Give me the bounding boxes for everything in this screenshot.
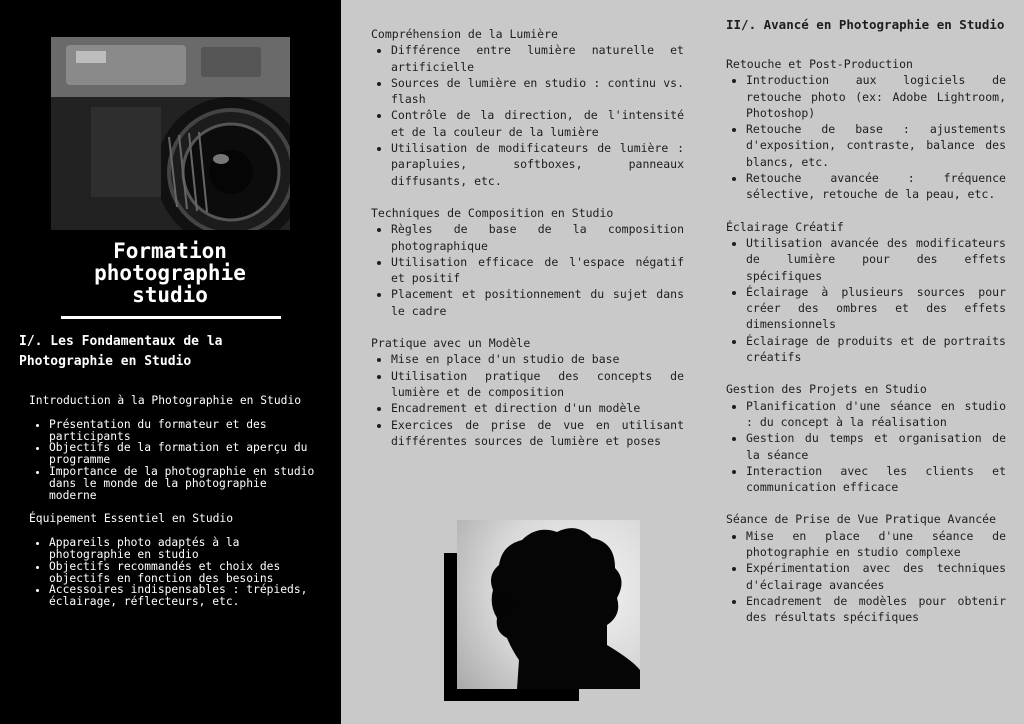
section-1-heading-line-2: Photographie en Studio [19, 354, 192, 369]
content-block [726, 219, 1006, 366]
list-item: • Interaction avec les clients et communication efficace [746, 463, 1006, 496]
bullet-list [371, 351, 684, 449]
list-item: • Objectifs recommandés et choix des objectifs en fonction des besoins [49, 561, 319, 585]
list-item: • Contrôle de la direction, de l'intensité et de la couleur de la lumière [391, 107, 684, 140]
list-item: • Utilisation avancée des modificateurs de lumière pour des effets spécifiques [746, 235, 1006, 284]
title-divider [61, 316, 281, 319]
list-item: • Éclairage à plusieurs sources pour créer des ombres et des effets dimensionnels [746, 284, 1006, 333]
bullet-list [726, 528, 1006, 626]
list-item: • Expérimentation avec des techniques d'éclairage avancées [746, 560, 1006, 593]
bullet-list [726, 235, 1006, 365]
group-subtitle: Éclairage Créatif [726, 219, 844, 234]
content-block [371, 205, 684, 319]
list-item: • Appareils photo adaptés à la photographie en studio [49, 537, 319, 561]
content-block [371, 335, 684, 449]
list-item: • Encadrement et direction d'un modèle [391, 400, 684, 416]
camera-lens-image [51, 37, 290, 230]
list-item: • Exercices de prise de vue en utilisant différentes sources de lumière et poses [391, 417, 684, 450]
list-item: • Utilisation de modificateurs de lumière : parapluies, softboxes, panneaux diffusants, etc. [391, 140, 684, 189]
list-item: • Mise en place d'un studio de base [391, 351, 684, 367]
group-subtitle: Techniques de Composition en Studio [371, 205, 614, 220]
list-item: • Retouche avancée : fréquence sélective, retouche de la peau, etc. [746, 170, 1006, 203]
group-subtitle: Introduction à la Photographie en Studio [29, 394, 302, 407]
bullet-list [29, 419, 319, 502]
list-item: • Placement et positionnement du sujet dans le cadre [391, 286, 684, 319]
list-item: • Planification d'une séance en studio : du concept à la réalisation [746, 398, 1006, 431]
list-item: • Différence entre lumière naturelle et artificielle [391, 42, 684, 75]
content-block [726, 511, 1006, 625]
list-item: • Utilisation efficace de l'espace négatif et positif [391, 254, 684, 287]
bullet-list [371, 221, 684, 319]
section-1-heading [19, 332, 319, 372]
content-block [726, 56, 1006, 203]
group-subtitle: Compréhension de la Lumière [371, 27, 558, 41]
list-item: • Règles de base de la composition photographique [391, 221, 684, 254]
list-item: • Retouche de base : ajustements d'exposition, contraste, balance des blancs, etc. [746, 121, 1006, 170]
bullet-list [29, 537, 319, 608]
section-2-heading: II/. Avancé en Photographie en Studio [726, 17, 1005, 32]
right-column [726, 16, 1006, 642]
camera-photo [51, 37, 290, 230]
title-line-2: photographie [94, 261, 246, 285]
list-item: • Introduction aux logiciels de retouche photo (ex: Adobe Lightroom, Photoshop) [746, 72, 1006, 121]
section-1-body [29, 395, 319, 620]
group-subtitle: Gestion des Projets en Studio [726, 382, 927, 397]
group-subtitle: Retouche et Post-Production [726, 57, 913, 71]
title-line-3: studio [132, 283, 208, 307]
bullet-list [726, 72, 1006, 202]
group-subtitle: Équipement Essentiel en Studio [29, 512, 234, 526]
silhouette-image [457, 520, 640, 689]
bullet-list [371, 42, 684, 189]
list-item: • Accessoires indispensables : trépieds, éclairage, réflecteurs, etc. [49, 584, 319, 608]
content-block [726, 381, 1006, 495]
middle-column [371, 26, 684, 465]
list-item: • Éclairage de produits et de portraits créatifs [746, 333, 1006, 366]
list-item: • Encadrement de modèles pour obtenir des résultats spécifiques [746, 593, 1006, 626]
list-item: • Utilisation pratique des concepts de lumière et de composition [391, 368, 684, 401]
title-line-1: Formation [113, 239, 227, 263]
list-item: • Gestion du temps et organisation de la séance [746, 430, 1006, 463]
left-panel [0, 0, 341, 724]
bullet-list [726, 398, 1006, 496]
list-item: • Présentation du formateur et des participants [49, 419, 319, 443]
list-item: • Sources de lumière en studio : continu vs. flash [391, 75, 684, 108]
group-subtitle: Séance de Prise de Vue Pratique Avancée [726, 512, 997, 527]
group-subtitle: Pratique avec un Modèle [371, 336, 531, 351]
list-item: • Importance de la photographie en studio dans le monde de la photographie moderne [49, 466, 319, 501]
section-1-heading-line-1: I/. Les Fondamentaux de la [19, 334, 223, 349]
content-block [371, 26, 684, 189]
list-item: • Mise en place d'une séance de photographie en studio complexe [746, 528, 1006, 561]
portrait-photo [457, 520, 640, 689]
list-item: • Objectifs de la formation et aperçu du programme [49, 442, 319, 466]
brochure-title [30, 240, 310, 306]
